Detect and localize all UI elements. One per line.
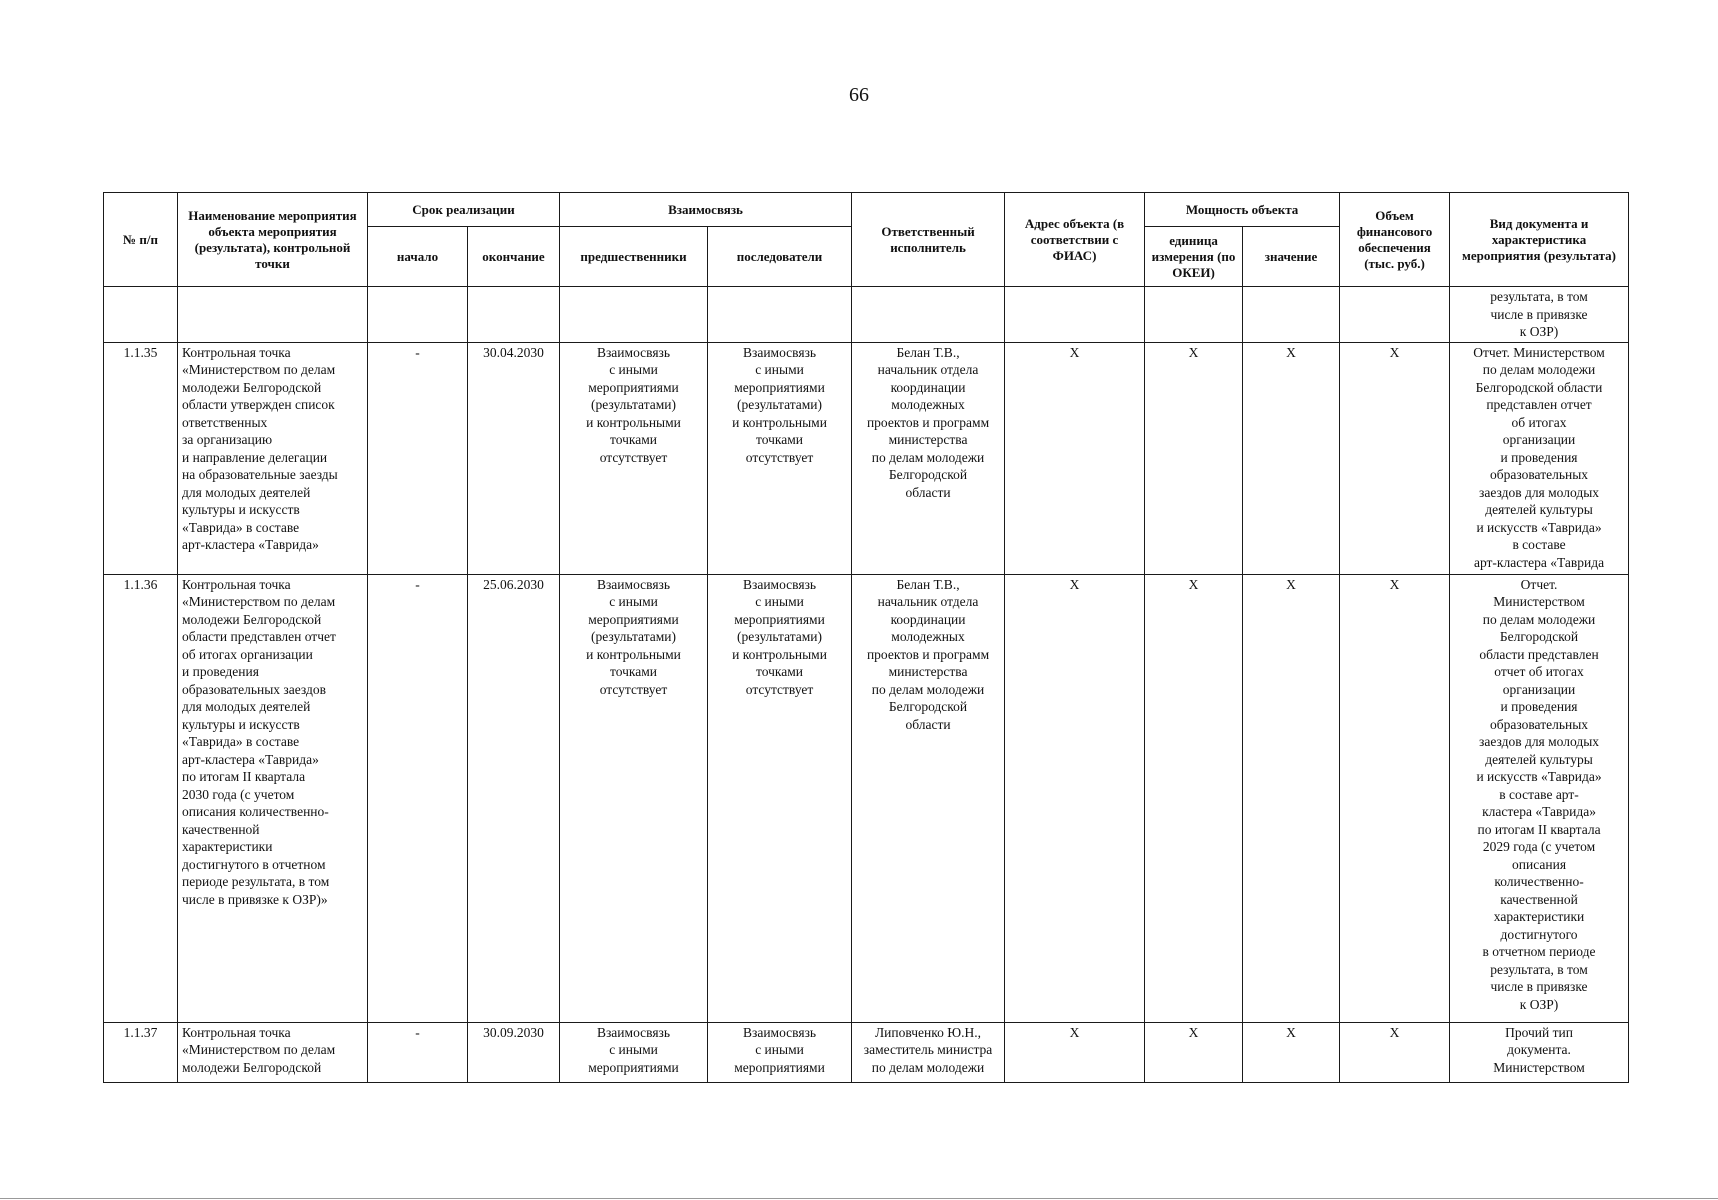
finance-cell: Х — [1340, 342, 1450, 574]
table-row — [104, 1022, 1629, 1082]
value-cell: Х — [1243, 342, 1340, 574]
table-row — [104, 574, 1629, 1022]
name-cell: Контрольная точка «Министерством по делам молодежи Белгородской — [178, 1022, 368, 1082]
next-cell: Взаимосвязь с иными мероприятиями — [708, 1022, 852, 1082]
header-link: Взаимосвязь — [560, 193, 852, 227]
responsible-cell: Белан Т.В., начальник отдела координации молодежных проектов и программ министерства по делам молодежи Белгородской области — [852, 342, 1005, 574]
header-link-next: последователи — [708, 227, 852, 287]
start-cell: - — [368, 1022, 468, 1082]
prev-cell: Взаимосвязь с иными мероприятиями (результатами) и контрольными точками отсутствует — [560, 342, 708, 574]
row-num: 1.1.36 — [104, 574, 178, 1022]
start-cell: - — [368, 574, 468, 1022]
table-row — [104, 342, 1629, 574]
page-bottom-rule — [0, 1198, 1718, 1199]
header-term-start: начало — [368, 227, 468, 287]
header-link-prev: предшественники — [560, 227, 708, 287]
doc-type-cell: результата, в том числе в привязке к ОЗР) — [1450, 287, 1629, 343]
header-responsible: Ответственный исполнитель — [852, 193, 1005, 287]
unit-cell: Х — [1145, 574, 1243, 1022]
header-capacity-unit: единица измерения (по ОКЕИ) — [1145, 227, 1243, 287]
responsible-cell: Липовченко Ю.Н., заместитель министра по делам молодежи — [852, 1022, 1005, 1082]
header-num: № п/п — [104, 193, 178, 287]
unit-cell: Х — [1145, 342, 1243, 574]
doc-type-cell: Отчет. Министерством по делам молодежи Белгородской области представлен отчет об итогах организации и проведения образовательных заездов для молодых деятелей культуры и искусств «Таврида» в составе арт- кластера «Таврида» по итогам II квартала 2029 года (с учетом описания количественно- качественной характеристики достигнутого в отчетном периоде результата, в том числе в привязке к ОЗР) — [1450, 574, 1629, 1022]
end-cell: 30.09.2030 — [468, 1022, 560, 1082]
prev-cell: Взаимосвязь с иными мероприятиями (результатами) и контрольными точками отсутствует — [560, 574, 708, 1022]
prev-cell: Взаимосвязь с иными мероприятиями — [560, 1022, 708, 1082]
end-cell: 30.04.2030 — [468, 342, 560, 574]
name-cell: Контрольная точка «Министерством по делам молодежи Белгородской области утвержден список ответственных за организацию и направление делегации на образовательные заезды для молодых деятелей культуры и искусств «Таврида» в составе арт-кластера «Таврида» — [178, 342, 368, 574]
start-cell: - — [368, 342, 468, 574]
doc-type-cell: Прочий тип документа. Министерством — [1450, 1022, 1629, 1082]
doc-type-cell: Отчет. Министерством по делам молодежи Белгородской области представлен отчет об итогах организации и проведения образовательных заездов для молодых деятелей культуры и искусств «Таврида» в составе арт-кластера «Таврида — [1450, 342, 1629, 574]
finance-cell: Х — [1340, 574, 1450, 1022]
header-capacity: Мощность объекта — [1145, 193, 1340, 227]
end-cell: 25.06.2030 — [468, 574, 560, 1022]
address-cell: Х — [1005, 1022, 1145, 1082]
value-cell: Х — [1243, 574, 1340, 1022]
name-cell: Контрольная точка «Министерством по делам молодежи Белгородской области представлен отчет об итогах организации и проведения образовательных заездов для молодых деятелей культуры и искусств «Таврида» в составе арт-кластера «Таврида» по итогам II квартала 2030 года (с учетом описания количественно- качественной характеристики достигнутого в отчетном периоде результата, в том числе в привязке к ОЗР)» — [178, 574, 368, 1022]
responsible-cell: Белан Т.В., начальник отдела координации молодежных проектов и программ министерства по делам молодежи Белгородской области — [852, 574, 1005, 1022]
activities-table — [103, 192, 1629, 1083]
table-row — [104, 287, 1629, 343]
next-cell: Взаимосвязь с иными мероприятиями (результатами) и контрольными точками отсутствует — [708, 574, 852, 1022]
header-term-end: окончание — [468, 227, 560, 287]
value-cell: Х — [1243, 1022, 1340, 1082]
finance-cell: Х — [1340, 1022, 1450, 1082]
header-name: Наименование мероприятия объекта мероприятия (результата), контрольной точки — [178, 193, 368, 287]
row-num: 1.1.37 — [104, 1022, 178, 1082]
address-cell: Х — [1005, 574, 1145, 1022]
page-number: 66 — [849, 84, 869, 106]
header-address: Адрес объекта (в соответствии с ФИАС) — [1005, 193, 1145, 287]
header-capacity-value: значение — [1243, 227, 1340, 287]
row-num: 1.1.35 — [104, 342, 178, 574]
next-cell: Взаимосвязь с иными мероприятиями (результатами) и контрольными точками отсутствует — [708, 342, 852, 574]
address-cell: Х — [1005, 342, 1145, 574]
unit-cell: Х — [1145, 1022, 1243, 1082]
header-doc-type: Вид документа и характеристика мероприятия (результата) — [1450, 193, 1629, 287]
header-term: Срок реализации — [368, 193, 560, 227]
header-finance: Объем финансового обеспечения (тыс. руб.) — [1340, 193, 1450, 287]
